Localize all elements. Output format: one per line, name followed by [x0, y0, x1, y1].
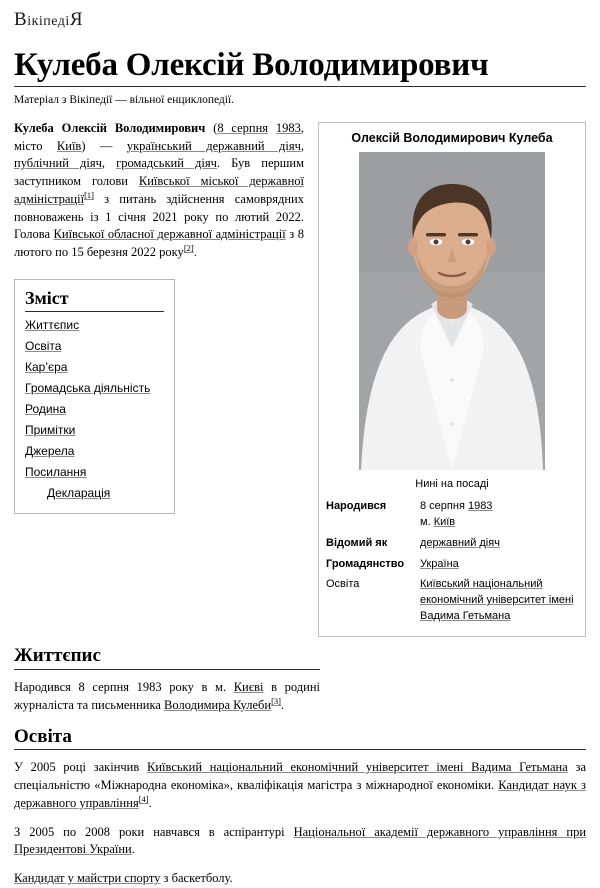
education-paragraph-2 — [14, 824, 586, 860]
toc-item-biography[interactable] — [25, 318, 164, 333]
reference-1[interactable]: [1] — [84, 189, 94, 200]
lead-birth-city-link[interactable]: Київ — [56, 138, 82, 153]
lead-close-paren: ) — [81, 138, 86, 153]
toc-link-public-activity[interactable]: Громадська діяльність — [25, 381, 151, 396]
toc-title: Зміст — [25, 287, 69, 308]
portrait-photo — [359, 152, 545, 470]
citizenship-link[interactable]: Україна — [420, 557, 459, 570]
edu2-text-b: . — [131, 842, 135, 857]
toc-item-career[interactable] — [25, 360, 164, 375]
reference-4[interactable]: [4] — [138, 793, 149, 804]
toc-link-biography[interactable]: Життєпис — [25, 318, 80, 333]
bio-father-link[interactable]: Володимира Кулеби — [164, 697, 272, 712]
toc-link-links[interactable]: Посилання — [25, 465, 87, 480]
lead-text3: з 8 лютого по 15 березня 2022 року — [14, 227, 304, 260]
bio-kyiv-link[interactable]: Києві — [233, 680, 264, 695]
toc-item-sources[interactable] — [25, 444, 164, 459]
section-divider-biography — [14, 669, 320, 670]
site-tagline: Матеріал з Вікіпедії — вільної енциклопедії. — [14, 93, 235, 106]
wordmark-initial: В — [14, 9, 28, 30]
section-heading-biography: Життєпис — [14, 645, 101, 667]
infobox-image-wrap — [326, 152, 578, 470]
lead-role3-link[interactable]: громадський діяч — [116, 156, 217, 171]
wordmark-final: Я — [69, 9, 83, 30]
education-link[interactable]: Київський національний економічний університет імені Вадима Гетьмана — [420, 578, 574, 623]
section-heading-education: Освіта — [14, 725, 72, 747]
edu-text-c: . — [148, 795, 152, 810]
known-as-link[interactable]: державний діяч — [420, 536, 500, 549]
infobox-value-born — [420, 497, 578, 534]
lead-sep1: , — [300, 138, 305, 153]
lead-paragraph — [14, 120, 320, 262]
lead-sep2: , — [101, 156, 117, 171]
toc-item-public-activity[interactable] — [25, 381, 164, 396]
lead-subject-name: Кулеба Олексій Володимирович — [14, 120, 206, 135]
edu-text-b: за спеціальністю «Міжнародна економіка», кваліфікація магістра з міжнародної економіки. — [14, 760, 586, 793]
edu3-text-a: з баскетболу. — [160, 871, 233, 886]
infobox-label-citizenship: Громадянство — [326, 557, 405, 570]
title-divider — [14, 86, 586, 87]
toc-link-education[interactable]: Освіта — [25, 339, 62, 354]
toc-item-family[interactable] — [25, 402, 164, 417]
toc-link-sources[interactable]: Джерела — [25, 444, 75, 459]
toc-link-notes[interactable]: Примітки — [25, 423, 76, 438]
edu-academy-link[interactable]: Національної академії державного управління при Президентові України — [14, 824, 587, 857]
section-divider-education — [14, 749, 586, 750]
birth-year-link[interactable]: 1983 — [467, 499, 493, 512]
infobox-value-citizenship — [420, 555, 578, 576]
lead-role2-link[interactable]: публічний діяч — [14, 156, 102, 171]
infobox-label-known-as: Відомий як — [326, 536, 388, 549]
bio-text-a: Народився 8 серпня 1983 року в м. — [14, 680, 234, 695]
infobox-row-education — [326, 575, 578, 628]
page-title: Кулеба Олексій Володимирович — [14, 46, 489, 83]
infobox-table — [326, 497, 578, 629]
toc-link-career[interactable]: Кар’єра — [25, 360, 68, 375]
reference-3[interactable]: [3] — [271, 695, 282, 706]
lead-birth-date-link[interactable]: 8 серпня — [217, 120, 269, 135]
education-paragraph-1 — [14, 759, 586, 812]
lead-org2-link[interactable]: Київської обласної державної адміністрації — [53, 227, 286, 242]
lead-text2: з питань здійснення самоврядних повноважень із 1 січня 2021 року по лютий 2022. Голова — [14, 191, 304, 242]
edu-text-a: У 2005 році закінчив — [14, 760, 147, 775]
birth-city-prefix: м. — [420, 515, 434, 528]
lead-birth-place-prefix: , місто — [14, 120, 304, 153]
biography-paragraph — [14, 679, 320, 715]
lead-role1-link[interactable]: український державний діяч — [126, 138, 301, 153]
toc-item-notes[interactable] — [25, 423, 164, 438]
site-wordmark — [14, 10, 586, 31]
infobox-caption: Нині на посаді — [415, 478, 489, 491]
toc-item-education[interactable] — [25, 339, 164, 354]
infobox-row-known-as — [326, 534, 578, 555]
toc-link-declaration[interactable]: Декларація — [47, 486, 111, 501]
lead-text1: . Був першим заступником голови — [14, 156, 304, 189]
toc-divider — [25, 311, 164, 312]
infobox-label-born: Народився — [326, 499, 387, 512]
bio-text-c: . — [281, 697, 285, 712]
edu2-text-a: З 2005 по 2008 роки навчався в аспірантурі — [14, 824, 294, 839]
lead-org1-link[interactable]: Київської міської державної адміністрації — [14, 174, 304, 206]
infobox-row-born — [326, 497, 578, 534]
wordmark-middle: ікіпеді — [27, 14, 70, 29]
lead-dash: — — [85, 138, 127, 153]
toc-item-links[interactable] — [25, 465, 164, 480]
toc-item-declaration[interactable] — [25, 486, 164, 501]
infobox-value-education — [420, 575, 578, 628]
infobox-title: Олексій Володимирович Кулеба — [351, 130, 553, 145]
infobox-value-known-as — [420, 534, 578, 555]
birth-city-link[interactable]: Київ — [433, 515, 456, 528]
table-of-contents — [14, 279, 175, 515]
edu-university-link[interactable]: Київський національний економічний університет імені Вадима Гетьмана — [147, 760, 568, 775]
lead-birth-year-link[interactable]: 1983 — [275, 120, 301, 135]
reference-2[interactable]: [2] — [183, 242, 194, 253]
bio-text-b: в родині журналіста та письменника — [14, 680, 320, 712]
infobox-row-citizenship — [326, 555, 578, 576]
infobox — [318, 122, 586, 637]
edu-candidate-link[interactable]: Кандидат наук з державного управління — [14, 778, 586, 810]
infobox-label-education: Освіта — [326, 578, 360, 591]
toc-list — [25, 318, 164, 501]
lead-open-paren: ( — [213, 120, 218, 135]
toc-link-family[interactable]: Родина — [25, 402, 66, 417]
birth-date-text: 8 серпня — [420, 499, 468, 512]
edu-sport-link[interactable]: Кандидат у майстри спорту — [14, 871, 161, 886]
lead-text4: . — [193, 245, 197, 260]
